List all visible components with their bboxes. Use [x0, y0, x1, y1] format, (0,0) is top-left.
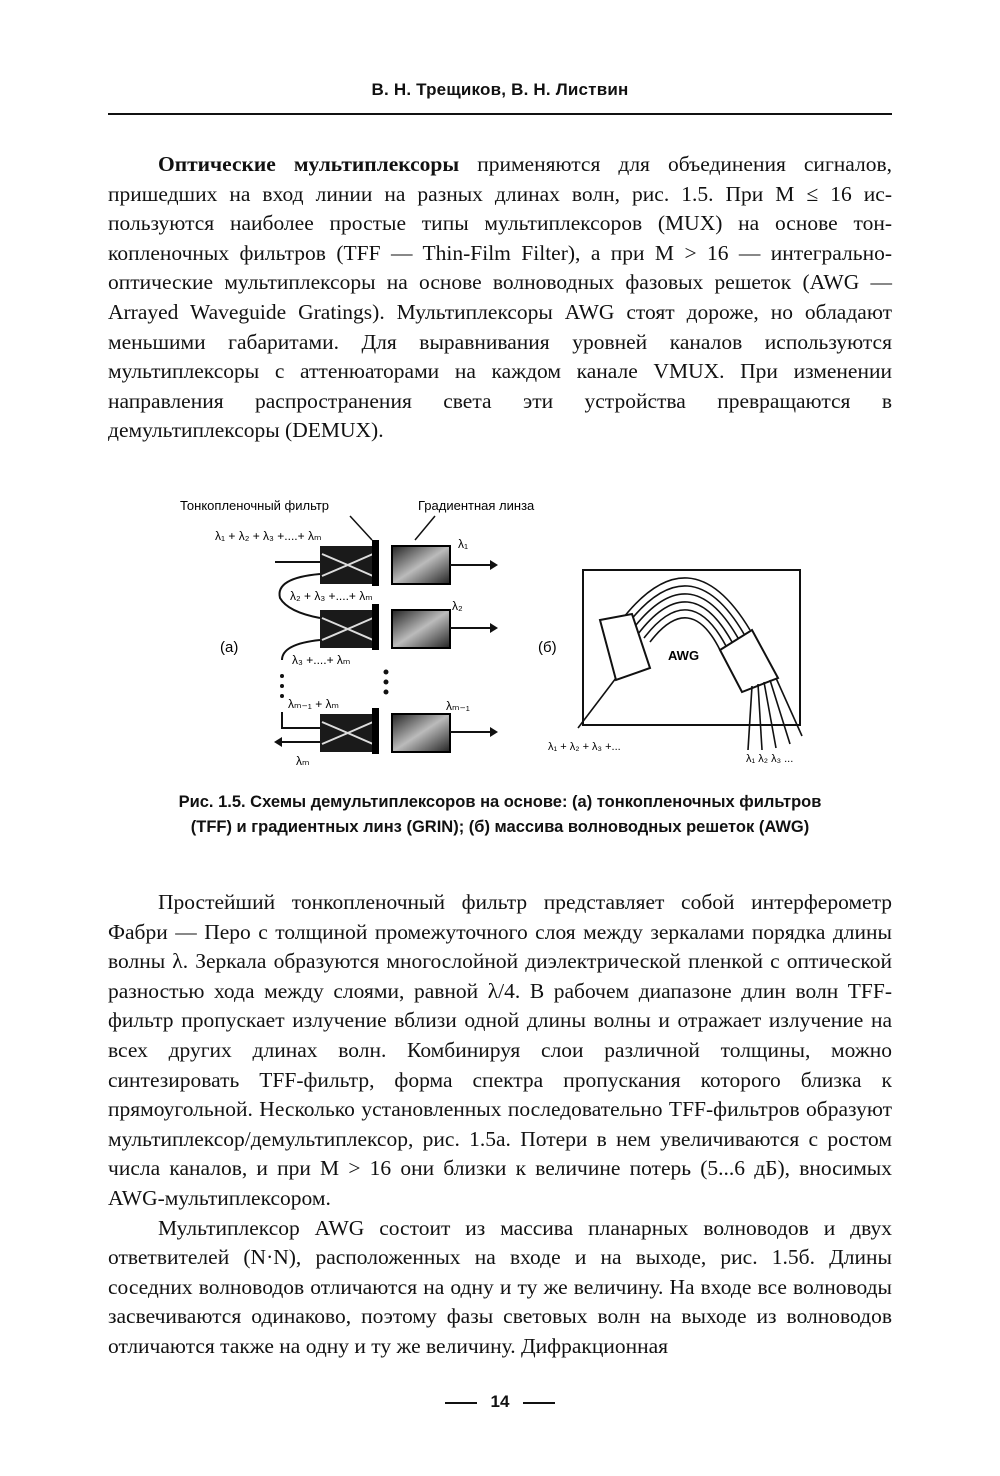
- rest-wavelengths-last: λₘ₋₁ + λₘ: [288, 697, 340, 711]
- output-lambda-1: λ₁: [458, 537, 469, 551]
- filter-stage-2: [320, 604, 498, 650]
- dash-left: [445, 1402, 477, 1404]
- ellipsis-dots: [280, 670, 389, 699]
- header-rule: [108, 113, 892, 115]
- page-number-text: 14: [490, 1392, 510, 1411]
- paragraph-awg: Мультиплексор AWG состоит из массива планарных волноводов и двух ответвителей (N·N), расположенных на входе и на выходе, рис. 1.5б. Длины соседних волноводов отличаются на одну и ту же величину. На входе все волноводы засвечиваются одинаково, поэтому фазы световых волн на выходе из волноводов отличаются также на одну и ту же величину. Дифракционная: [108, 1215, 892, 1358]
- bold-term: Оптические мультиплексоры: [158, 152, 460, 176]
- figure-diagram: [180, 490, 820, 780]
- pointer-line: [350, 516, 372, 540]
- rest-wavelengths-3: λ₃ +....+ λₘ: [292, 653, 351, 667]
- caption-line-1: Рис. 1.5. Схемы демультиплексоров на основе: (а) тонкопленочных фильтров: [178, 793, 822, 811]
- filter-stage-last: [274, 708, 498, 754]
- caption-line-2: (TFF) и градиентных линз (GRIN); (б) массива волноводных решеток (AWG): [190, 818, 810, 836]
- label-grin-lens: Градиентная линза: [418, 498, 535, 513]
- figure-caption: [108, 790, 892, 840]
- paragraph-text: применяются для объединения сигналов, пришедших на вход линии на разных длинах волн, рис. 1.5. При M ≤ 16 используются наиболее простые типы мультиплексоров (MUX) на основе тонкопленочных фильтров (TFF — Thin-Film Filter), а при M > 16 — интегрально-оптические мультиплексоры на основе волноводных фазовых решеток (AWG — Arrayed Waveguide Gratings). Мультиплексоры AWG стоят дороже, но обладают меньшими габаритами. Для выравнивания уровней каналов используются мультиплексоры с аттенюаторами на каждом канале VMUX. При изменении направления распространения света эти устройства превращаются в демультиплексоры (DEMUX).: [108, 152, 892, 443]
- page-number: [420, 1392, 580, 1416]
- output-lambda-m: λₘ: [296, 754, 310, 768]
- label-thin-film-filter: Тонкопленочный фильтр: [180, 498, 330, 513]
- dash-right: [523, 1402, 555, 1404]
- output-lambda-2: λ₂: [452, 599, 463, 613]
- awg-label: AWG: [668, 648, 700, 663]
- awg-input-wavelengths: λ₁ + λ₂ + λ₃ +...: [548, 741, 621, 753]
- paragraph-optical-multiplexers: [108, 150, 892, 446]
- pointer-line: [415, 516, 435, 540]
- figure-1-5: [180, 490, 820, 780]
- running-header: В. Н. Трещиков, В. Н. Листвин: [371, 80, 629, 99]
- paragraph-tff-and-awg: [108, 888, 892, 1362]
- panel-a-label: (а): [220, 639, 239, 656]
- rest-wavelengths-2: λ₂ + λ₃ +....+ λₘ: [290, 589, 373, 603]
- paragraph-tff: Простейший тонкопленочный фильтр представляет собой интерферометр Фабри — Перо с толщиной промежуточного слоя между зеркалами порядка длины волны λ. Зеркала образуются многослойной диэлектрической пленкой с оптической разностью хода между слоями, равной λ/4. В рабочем диапазоне длин волн TFF-фильтр пропускает излучение вблизи одной длины волны и отражает излучение на всех других длинах волн. Комбинируя слои различной толщины, можно синтезировать TFF-фильтр, форма спектра пропускания которого близка к прямоугольной. Несколько установленных последовательно TFF-фильтров образуют мультиплексор/демультиплексор, рис. 1.5а. Потери в нем увеличиваются с ростом числа каналов, и при M > 16 они близки к величине потерь (5...6 дБ), вносимых AWG-мультиплексором.: [108, 890, 892, 1210]
- output-lambda-m-1: λₘ₋₁: [446, 699, 470, 713]
- input-wavelengths: λ₁ + λ₂ + λ₃ +....+ λₘ: [215, 529, 322, 543]
- panel-b-label: (б): [538, 639, 557, 656]
- awg-output-wavelengths: λ₁ λ₂ λ₃ ...: [746, 753, 794, 765]
